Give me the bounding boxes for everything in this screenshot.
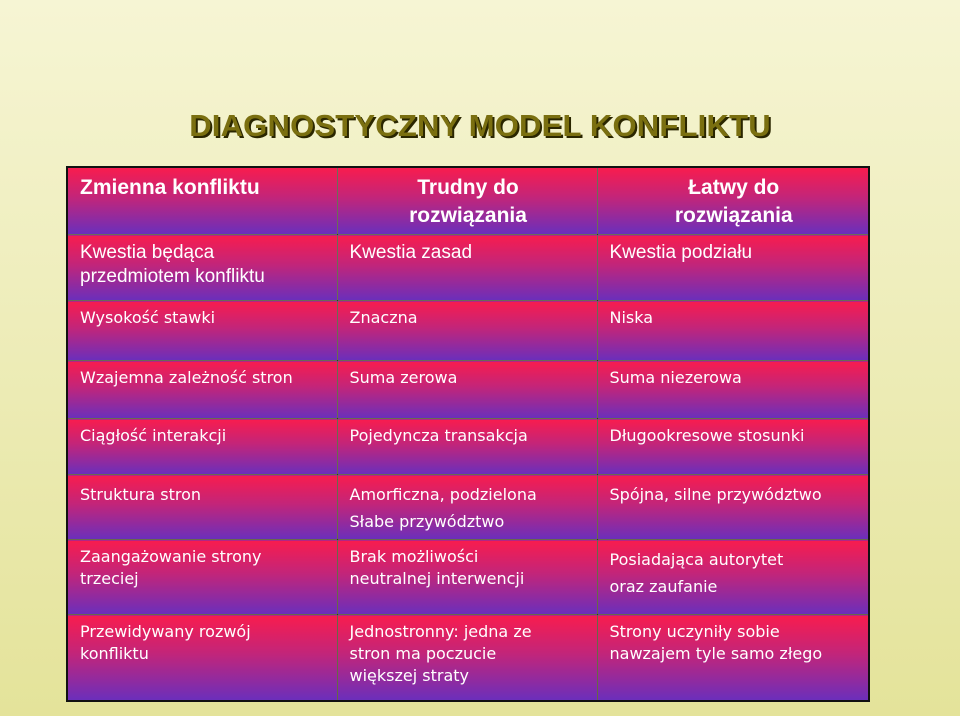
row-hard-cell: Brak możliwości neutralnej interwencji xyxy=(337,540,597,615)
row-easy-cell: Suma niezerowa xyxy=(597,361,869,419)
row-easy-cell: Posiadająca autorytet oraz zaufanie xyxy=(597,540,869,615)
row-variable-cell: Wysokość stawki xyxy=(67,301,337,361)
row-hard-cell: Amorficzna, podzielona Słabe przywództwo xyxy=(337,475,597,540)
row-easy-cell: Strony uczyniły sobie nawzajem tyle samo złego xyxy=(597,615,869,701)
row-variable-cell: Ciągłość interakcji xyxy=(67,419,337,475)
row-hard-cell: Jednostronny: jedna ze stron ma poczucie większej straty xyxy=(337,615,597,701)
row-easy-cell: Spójna, silne przywództwo xyxy=(597,475,869,540)
row-hard-cell: Pojedyncza transakcja xyxy=(337,419,597,475)
row-variable-cell: Struktura stron xyxy=(67,475,337,540)
row-variable-cell: Przewidywany rozwój konfliktu xyxy=(67,615,337,701)
table-row xyxy=(67,419,869,475)
table-row xyxy=(67,361,869,419)
header-hard: Trudny do rozwiązania xyxy=(337,167,597,235)
row-hard-cell: Kwestia zasad xyxy=(337,235,597,301)
page-title: DIAGNOSTYCZNY MODEL KONFLIKTU xyxy=(189,108,771,143)
table-row xyxy=(67,301,869,361)
row-hard-cell: Suma zerowa xyxy=(337,361,597,419)
row-hard-cell: Znaczna xyxy=(337,301,597,361)
header-variable: Zmienna konfliktu xyxy=(67,167,337,235)
header-easy: Łatwy do rozwiązania xyxy=(597,167,869,235)
conflict-model-table xyxy=(66,166,870,702)
table-row xyxy=(67,615,869,701)
row-easy-cell: Niska xyxy=(597,301,869,361)
row-variable-cell: Wzajemna zależność stron xyxy=(67,361,337,419)
table-row xyxy=(67,475,869,540)
row-variable-cell: Zaangażowanie strony trzeciej xyxy=(67,540,337,615)
row-easy-cell: Kwestia podziału xyxy=(597,235,869,301)
table-row xyxy=(67,235,869,301)
table-row xyxy=(67,540,869,615)
row-variable-cell: Kwestia będąca przedmiotem konfliktu xyxy=(67,235,337,301)
table-header-row xyxy=(67,167,869,235)
row-easy-cell: Długookresowe stosunki xyxy=(597,419,869,475)
